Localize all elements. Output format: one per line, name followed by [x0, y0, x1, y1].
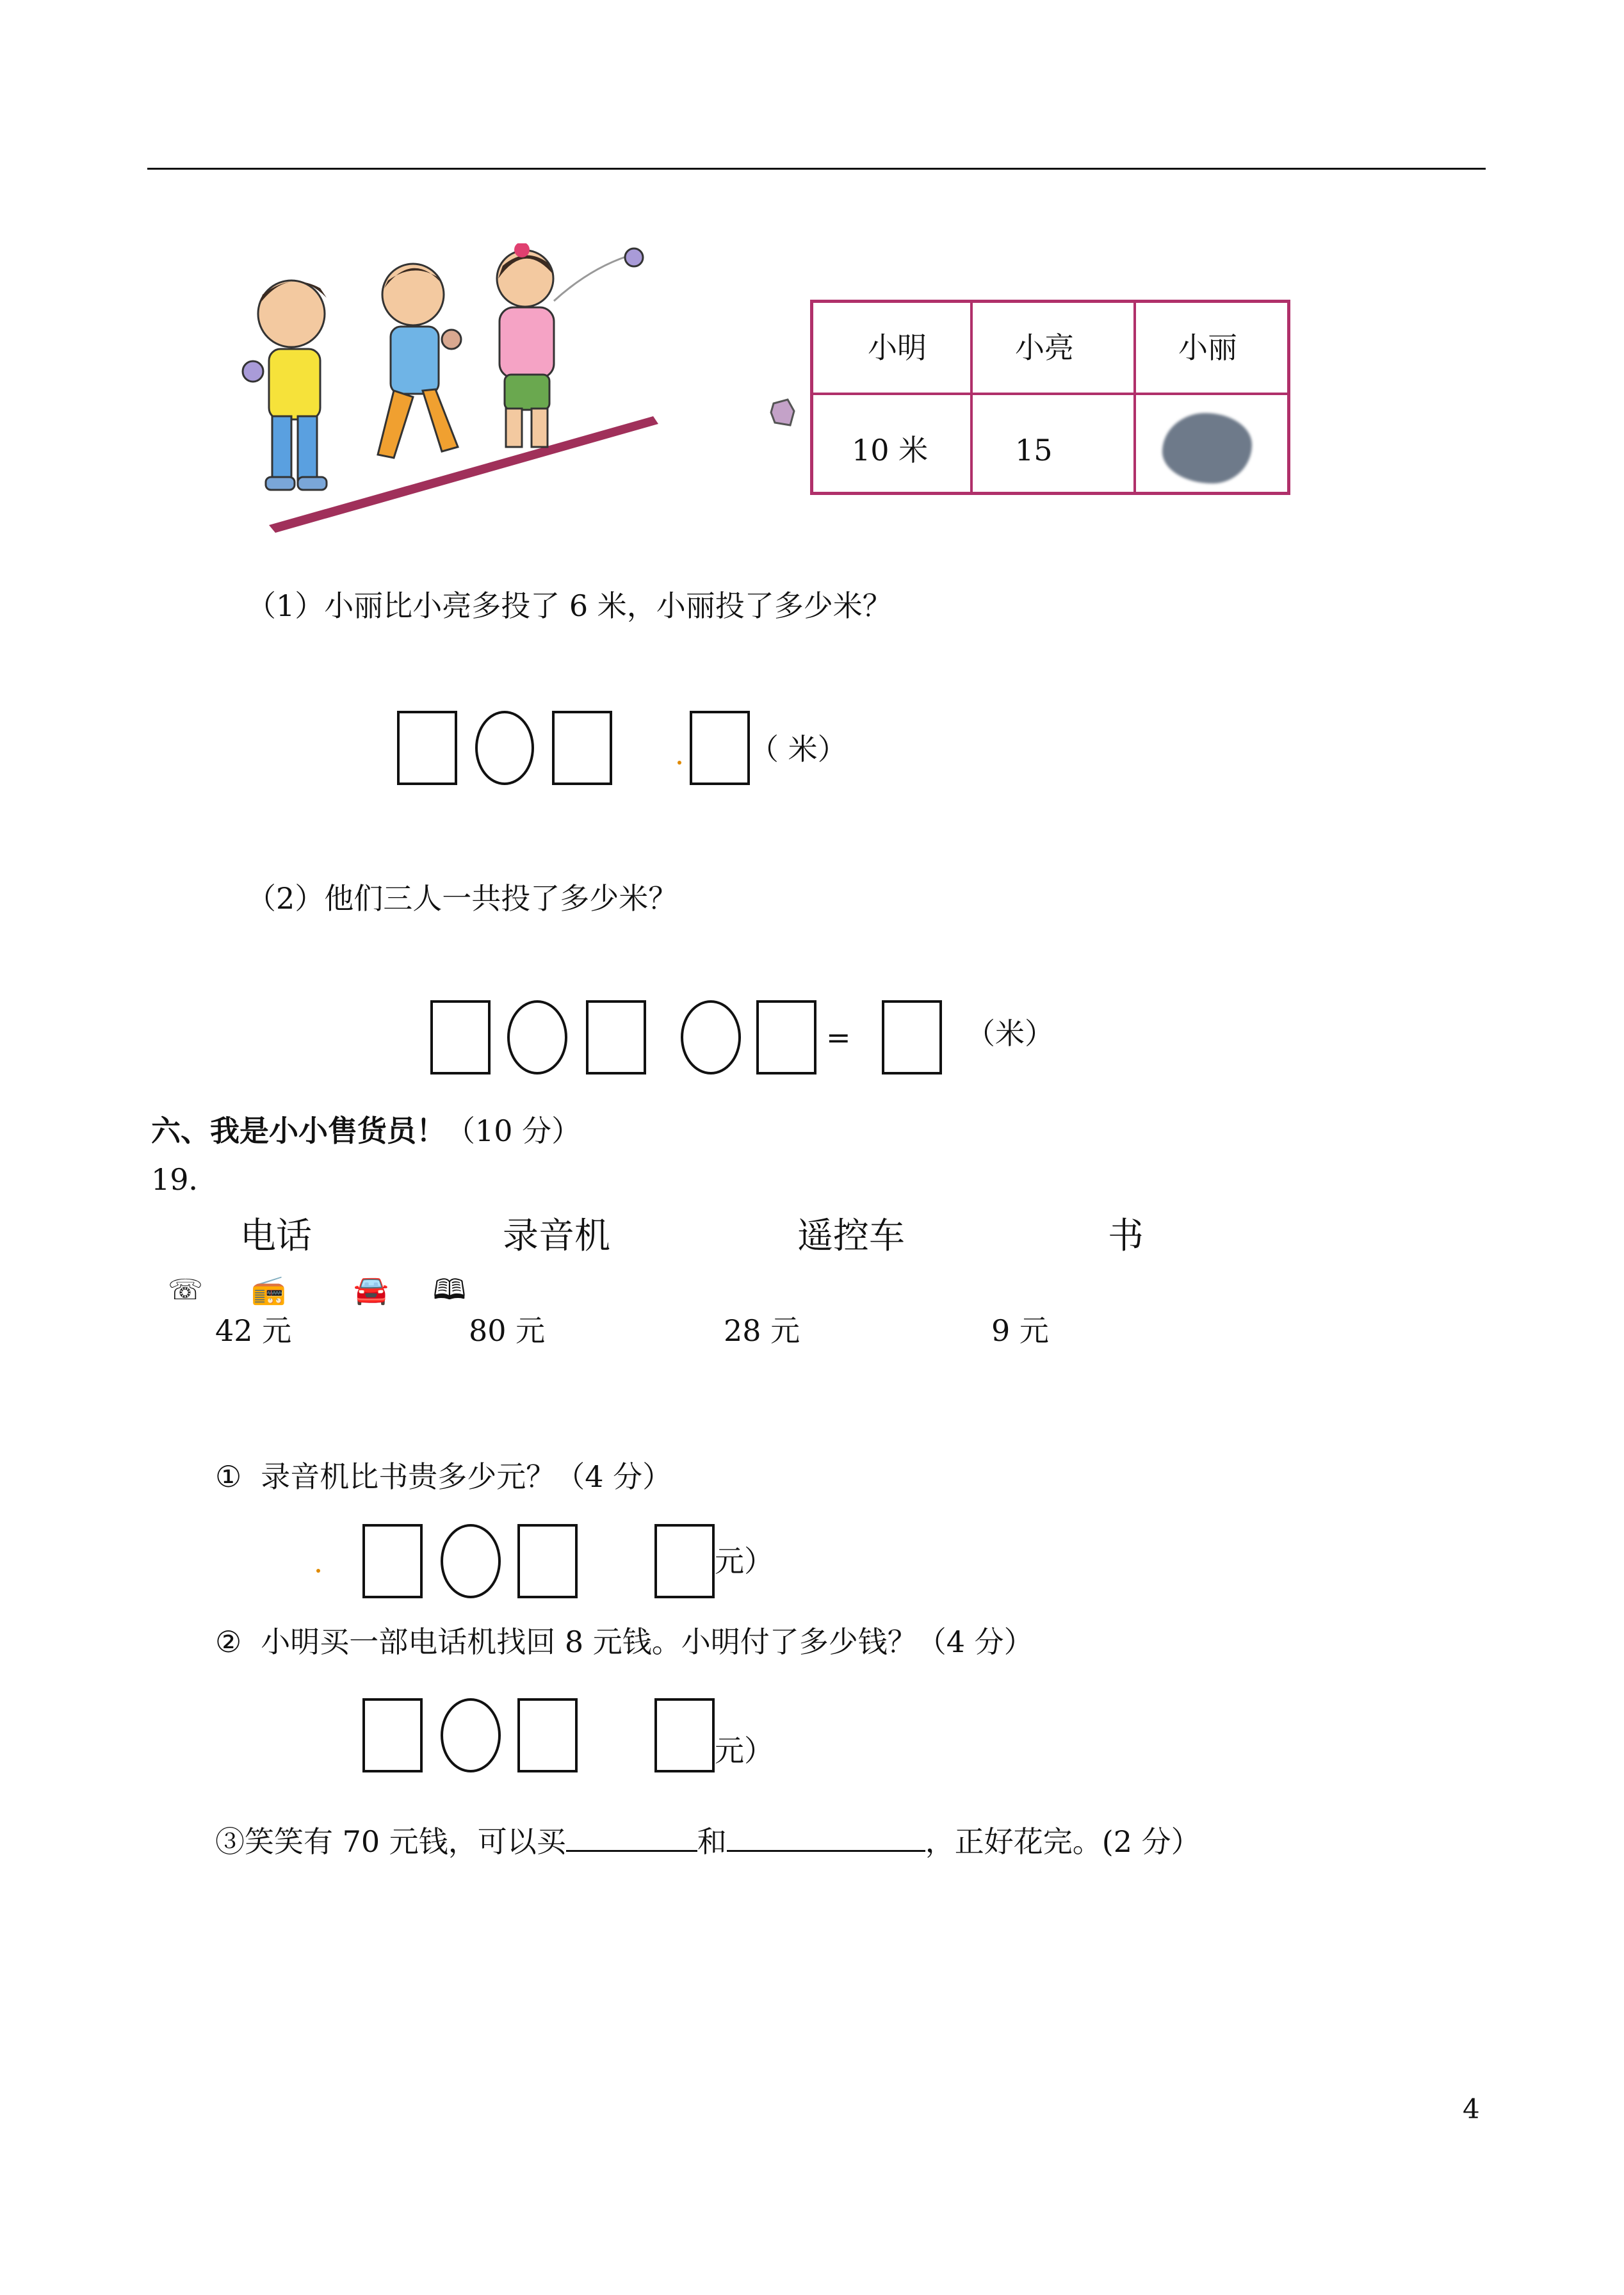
q1-result-box[interactable] [690, 711, 750, 785]
price-rc-car: 28 元 [724, 1313, 800, 1348]
section-6-heading [151, 1113, 581, 1149]
sub-question-3-part3: ，正好花完。(2 分） [925, 1824, 1201, 1859]
s2-answer-box-1[interactable] [362, 1698, 423, 1772]
sub-question-3-part2: 和 [697, 1824, 727, 1859]
page-number: 4 [1463, 2093, 1480, 2125]
q2-operator-oval-1[interactable] [507, 1000, 567, 1075]
question-19-number: 19． [151, 1162, 218, 1197]
table-header-xiaoli: 小丽 [1178, 330, 1237, 365]
q2-unit: （米） [966, 1016, 1054, 1051]
section-6-score: （10 分） [446, 1114, 581, 1148]
price-book: 9 元 [991, 1313, 1049, 1348]
q2-answer-box-3[interactable] [756, 1000, 816, 1075]
q2-answer-box-2[interactable] [586, 1000, 646, 1075]
ink-blot [1162, 413, 1252, 483]
sub-question-2 [215, 1624, 1034, 1660]
table-value-xiaoliang: 15 [1015, 433, 1053, 467]
table-header-xiaoming: 小明 [868, 330, 927, 365]
s1-answer-box-2[interactable] [517, 1524, 578, 1598]
item-name-rc-car: 遥控车 [797, 1215, 905, 1257]
car-icon: 🚘 [353, 1274, 389, 1306]
stray-dot [678, 761, 681, 765]
q1-answer-box-2[interactable] [552, 711, 612, 785]
s2-result-box[interactable] [654, 1698, 715, 1772]
s2-unit: 元） [715, 1733, 774, 1768]
question-1-text: （1）小丽比小亮多投了 6 米，小丽投了多少米？ [247, 588, 892, 623]
stone-icon [768, 397, 797, 429]
s1-unit: 元） [715, 1544, 774, 1578]
s1-result-box[interactable] [654, 1524, 715, 1598]
sub-question-3-part1: ③笑笑有 70 元钱，可以买 [215, 1824, 566, 1859]
sub-question-1-marker: ① [215, 1459, 242, 1494]
distance-table [810, 300, 1290, 495]
children-throwing-illustration [231, 243, 666, 538]
sub-question-2-text: 小明买一部电话机找回 8 元钱。小明付了多少钱？（4 分） [261, 1625, 1034, 1659]
table-value-xiaoming: 10 米 [852, 433, 929, 467]
q2-result-box[interactable] [882, 1000, 942, 1075]
sub-question-1-text: 录音机比书贵多少元？（4 分） [261, 1459, 672, 1494]
item-name-telephone: 电话 [240, 1215, 312, 1257]
q2-operator-oval-2[interactable] [681, 1000, 741, 1075]
q2-equals-sign: = [826, 1020, 851, 1055]
q1-unit: （ 米） [749, 732, 847, 766]
sub-question-3 [215, 1824, 1201, 1860]
s1-answer-box-1[interactable] [362, 1524, 423, 1598]
radio-icon: 📻 [251, 1274, 286, 1306]
q2-answer-box-1[interactable] [430, 1000, 491, 1075]
sub-question-1 [215, 1459, 672, 1495]
question-2-text: （2）他们三人一共投了多少米？ [247, 881, 678, 916]
s3-blank-1[interactable] [566, 1824, 697, 1852]
s2-answer-box-2[interactable] [517, 1698, 578, 1772]
sub-question-2-marker: ② [215, 1625, 242, 1659]
price-radio: 80 元 [469, 1313, 546, 1348]
q1-answer-box-1[interactable] [397, 711, 457, 785]
q1-operator-oval[interactable] [475, 711, 534, 785]
s3-blank-2[interactable] [727, 1824, 925, 1852]
stray-dot-2 [316, 1569, 320, 1573]
header-rule [147, 168, 1486, 170]
item-name-radio: 录音机 [503, 1215, 610, 1257]
price-telephone: 42 元 [215, 1313, 292, 1348]
s1-operator-oval[interactable] [441, 1524, 501, 1598]
item-name-book: 书 [1108, 1215, 1144, 1257]
section-6-title: 六、我是小小售货员！ [151, 1114, 446, 1148]
telephone-icon: ☏ [168, 1274, 204, 1306]
table-header-xiaoliang: 小亮 [1015, 330, 1074, 365]
s2-operator-oval[interactable] [441, 1698, 501, 1772]
book-icon: 🕮 [433, 1274, 466, 1306]
